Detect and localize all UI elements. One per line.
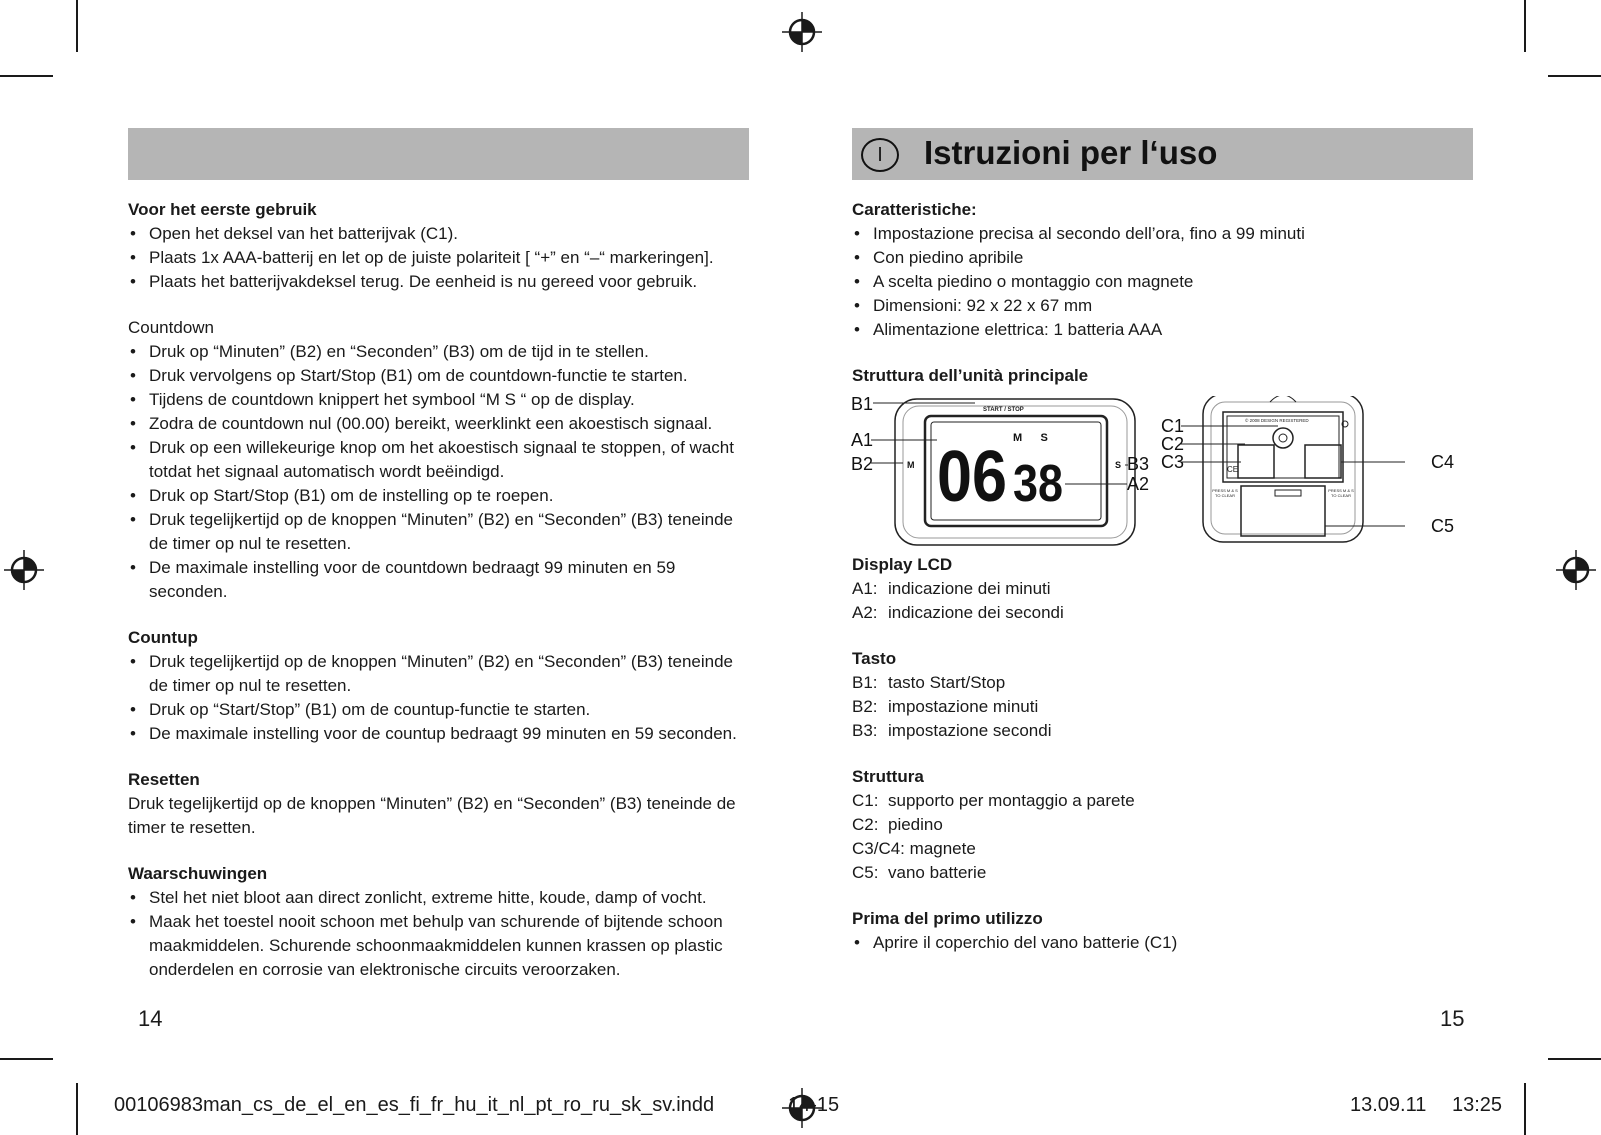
list-item: • Druk vervolgens op Start/Stop (B1) om de countdown-functie te starten. [128,364,753,388]
registration-mark-left [2,548,46,592]
list-item: • Con piedino apribile [852,246,1477,270]
right-column [852,198,1477,955]
callout-b2: B2 [851,454,874,474]
list-item: B3: impostazione secondi [852,721,1052,740]
list-item: • Plaats het batterijvakdeksel terug. De eenheid is nu gereed voor gebruik. [128,270,753,294]
definition-list [852,577,1477,625]
callout-c5: C5 [1431,516,1455,536]
crop-mark [0,75,53,77]
list-item: • De maximale instelling voor de countdown bedraagt 99 minuten en 59 seconden. [128,556,753,604]
list-item: • Plaats 1x AAA-batterij en let op de juiste polariteit [ “+” en “–“ markeringen]. [128,246,753,270]
section-heading: Tasto [852,649,897,668]
list-item: A2: indicazione dei secondi [852,603,1064,622]
section-heading: Caratteristiche: [852,200,977,219]
list-item: • Alimentazione elettrica: 1 batteria AAA [852,318,1477,342]
list-item: • Maak het toestel nooit schoon met behulp van schurende of bijtende schoon maakmiddelen. Schurende schoonmaakmiddelen kunnen krassen op plastic onderdelen en corrosie van elektronische circuits veroorzaken. [128,910,753,982]
definition-list [852,671,1477,743]
crop-mark [76,1083,78,1135]
section-heading: Countdown [128,318,215,337]
list-item: • Aprire il coperchio del vano batterie (C1) [852,931,1477,955]
list-item: B1: tasto Start/Stop [852,673,1006,692]
bullet-list [128,340,753,604]
left-column [128,198,753,982]
callout-a1: A1 [851,430,874,450]
section-heading: Display LCD [852,555,953,574]
list-item: C1: supporto per montaggio a parete [852,791,1135,810]
lcd-ms-indicator: M S [1013,432,1048,444]
list-item: • Stel het niet bloot aan direct zonlicht, extreme hitte, koude, damp of vocht. [128,886,753,910]
section-heading: Resetten [128,770,200,789]
list-item: C5: vano batterie [852,863,987,882]
crop-mark [76,0,78,52]
timer-diagram [845,396,1465,556]
ce-mark: CE [1227,465,1239,474]
footer-pages: 14-15 [788,1094,840,1116]
section-heading: Struttura [852,767,924,786]
list-item: • Dimensioni: 92 x 22 x 67 mm [852,294,1477,318]
list-item: A1: indicazione dei minuti [852,579,1051,598]
list-item: • Druk tegelijkertijd op de knoppen “Minuten” (B2) en “Seconden” (B3) teneinde de timer op nul te resetten. [128,650,753,698]
definition-list [852,789,1477,885]
lcd-seconds: 38 [1013,455,1063,513]
callout-c1: C1 [1161,416,1185,436]
crop-mark [1548,1058,1601,1060]
section-heading: Prima del primo utilizzo [852,909,1043,928]
list-item: • Druk op Start/Stop (B1) om de instelling op te roepen. [128,484,753,508]
bullet-list [128,222,753,294]
bullet-list [128,650,753,746]
left-header-bar [128,128,749,180]
footer-time: 13:25 [1452,1094,1503,1116]
bullet-list [852,222,1477,342]
list-item: • Druk op een willekeurige knop om het akoestisch signaal te stoppen, of wacht totdat het signaal automatisch wordt beëindigd. [128,436,753,484]
list-item: • Druk op “Start/Stop” (B1) om de countup-functie te starten. [128,698,753,722]
list-item: C3/C4: magnete [852,839,976,858]
registration-mark-top [780,10,824,54]
section-heading: Waarschuwingen [128,864,268,883]
page-title: Istruzioni per l‘uso [924,134,1218,171]
paragraph: Druk tegelijkertijd op de knoppen “Minuten” (B2) en “Seconden” (B3) teneinde de timer te resetten. [128,794,736,837]
language-badge: I [861,138,899,172]
section-heading: Countup [128,628,198,647]
m-key-label: M [907,460,915,470]
list-item: • Open het deksel van het batterijvak (C1). [128,222,753,246]
bullet-list [852,931,1477,955]
list-item: • Druk tegelijkertijd op de knoppen “Minuten” (B2) en “Seconden” (B3) teneinde de timer op nul te resetten. [128,508,753,556]
callout-c4: C4 [1431,452,1455,472]
callout-b1: B1 [851,396,874,414]
registered-text: © 2008 DESIGN REGISTERED [1245,418,1309,423]
section-heading: Voor het eerste gebruik [128,200,317,219]
list-item: • Druk op “Minuten” (B2) en “Seconden” (B3) om de tijd in te stellen. [128,340,753,364]
list-item: • Zodra de countdown nul (00.00) bereikt, weerklinkt een akoestisch signaal. [128,412,753,436]
start-stop-label: START / STOP [983,407,1024,413]
list-item: C2: piedino [852,815,943,834]
page-number-left: 14 [138,1006,163,1031]
callout-c3: C3 [1161,452,1185,472]
lcd-minutes: 06 [937,437,1007,517]
right-header-bar [852,128,1473,180]
section-heading: Struttura dell’unità principale [852,366,1089,385]
crop-mark [1524,1083,1526,1135]
list-item: B2: impostazione minuti [852,697,1039,716]
list-item: • A scelta piedino o montaggio con magnete [852,270,1477,294]
callout-c2: C2 [1161,434,1185,454]
press-clear-right: PRESS M & S TO CLEAR [1328,488,1354,498]
footer-filename: 00106983man_cs_de_el_en_es_fi_fr_hu_it_nl_pt_ro_ru_sk_sv.indd [114,1094,715,1116]
bullet-list [128,886,753,982]
press-clear-left: PRESS M & S TO CLEAR [1212,488,1238,498]
crop-mark [1524,0,1526,52]
footer-date: 13.09.11 [1350,1094,1427,1116]
list-item: • De maximale instelling voor de countup bedraagt 99 minuten en 59 seconden. [128,722,753,746]
s-key-label: S [1115,460,1122,470]
callout-b3: B3 [1127,454,1150,474]
list-item: • Tijdens de countdown knippert het symbool “M S “ op de display. [128,388,753,412]
callout-a2: A2 [1127,474,1150,494]
list-item: • Impostazione precisa al secondo dell’ora, fino a 99 minuti [852,222,1477,246]
registration-mark-right [1554,548,1598,592]
crop-mark [0,1058,53,1060]
crop-mark [1548,75,1601,77]
page-number-right: 15 [1440,1006,1465,1031]
